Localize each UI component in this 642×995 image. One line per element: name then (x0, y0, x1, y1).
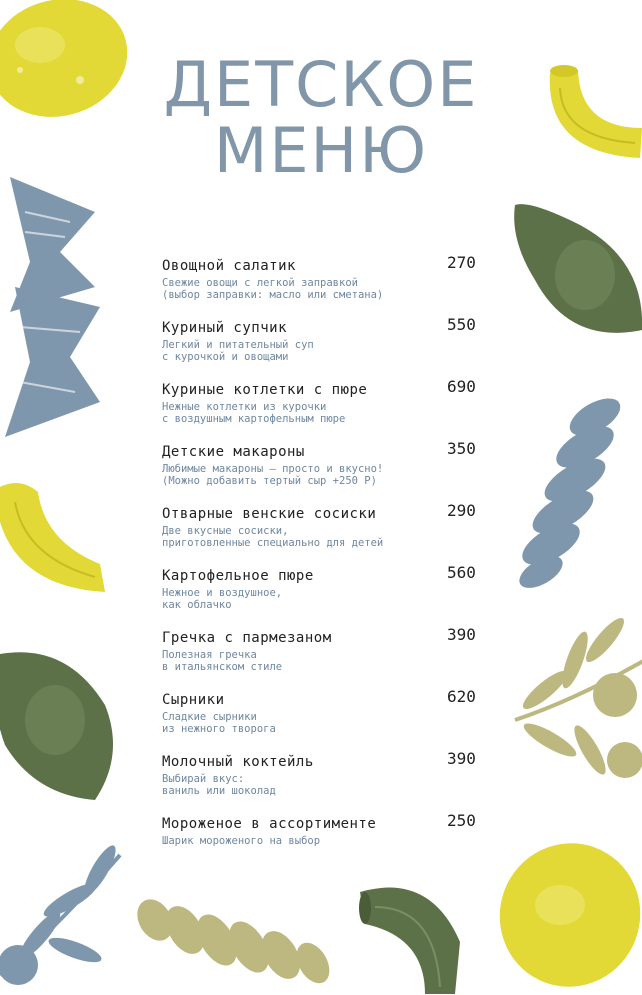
menu-item-name: Детские макароны (162, 444, 305, 460)
menu-item (162, 563, 482, 630)
menu-item-description: Любимые макароны — просто и вкусно! (Можно добавить тертый сыр +250 Р) (162, 463, 384, 487)
menu-item-description: Нежные котлетки из курочки с воздушным картофельным пюре (162, 401, 346, 425)
menu-item-description: Выбирай вкус: ваниль или шоколад (162, 773, 276, 797)
menu-item-price: 250 (447, 811, 476, 830)
menu-item-name: Гречка с пармезаном (162, 630, 332, 646)
olive-branch-icon (0, 825, 130, 995)
menu-item-description: Свежие овощи с легкой заправкой (выбор заправки: масло или сметана) (162, 277, 384, 301)
menu-item (162, 687, 482, 754)
fusilli-pasta-icon (135, 895, 345, 990)
green-lemon-icon (0, 645, 120, 805)
menu-item (162, 315, 482, 382)
menu-item (162, 253, 482, 320)
menu-title-line2: МЕНЮ (213, 114, 429, 187)
menu-title-line1: ДЕТСКОЕ (163, 48, 479, 121)
menu-title (0, 48, 642, 187)
menu-item (162, 811, 482, 878)
menu-item-description: Шарик мороженого на выбор (162, 835, 321, 847)
menu-item-price: 350 (447, 439, 476, 458)
menu-item-description: Сладкие сырники из нежного творога (162, 711, 276, 735)
menu-item-name: Молочный коктейль (162, 754, 314, 770)
farfalle-pasta-icon (0, 172, 110, 442)
lemon-icon (490, 835, 642, 995)
macaroni-icon (360, 882, 470, 994)
menu-item (162, 501, 482, 568)
menu-item-price: 290 (447, 501, 476, 520)
fusilli-pasta-icon (515, 392, 625, 592)
menu-item-price: 550 (447, 315, 476, 334)
menu-item-name: Сырники (162, 692, 225, 708)
menu-item (162, 749, 482, 816)
menu-list (162, 253, 482, 878)
macaroni-icon (0, 482, 110, 602)
menu-item-price: 390 (447, 749, 476, 768)
menu-item-name: Куриный супчик (162, 320, 288, 336)
menu-item (162, 377, 482, 444)
menu-item-price: 560 (447, 563, 476, 582)
menu-item-description: Нежное и воздушное, как облачко (162, 587, 283, 611)
menu-item-name: Картофельное пюре (162, 568, 314, 584)
menu-item-price: 690 (447, 377, 476, 396)
menu-item-name: Мороженое в ассортименте (162, 816, 377, 832)
menu-item-name: Куриные котлетки с пюре (162, 382, 368, 398)
menu-item-name: Овощной салатик (162, 258, 296, 274)
menu-item (162, 625, 482, 692)
menu-item (162, 439, 482, 506)
menu-item-price: 390 (447, 625, 476, 644)
menu-item-description: Легкий и питательный суп с курочкой и овощами (162, 339, 314, 363)
menu-item-name: Отварные венские сосиски (162, 506, 377, 522)
menu-item-description: Полезная гречка в итальянском стиле (162, 649, 283, 673)
green-lemon-icon (510, 200, 642, 345)
menu-item-price: 620 (447, 687, 476, 706)
olive-branch-icon (505, 600, 642, 800)
menu-item-description: Две вкусные сосиски, приготовленные специально для детей (162, 525, 384, 549)
menu-item-price: 270 (447, 253, 476, 272)
